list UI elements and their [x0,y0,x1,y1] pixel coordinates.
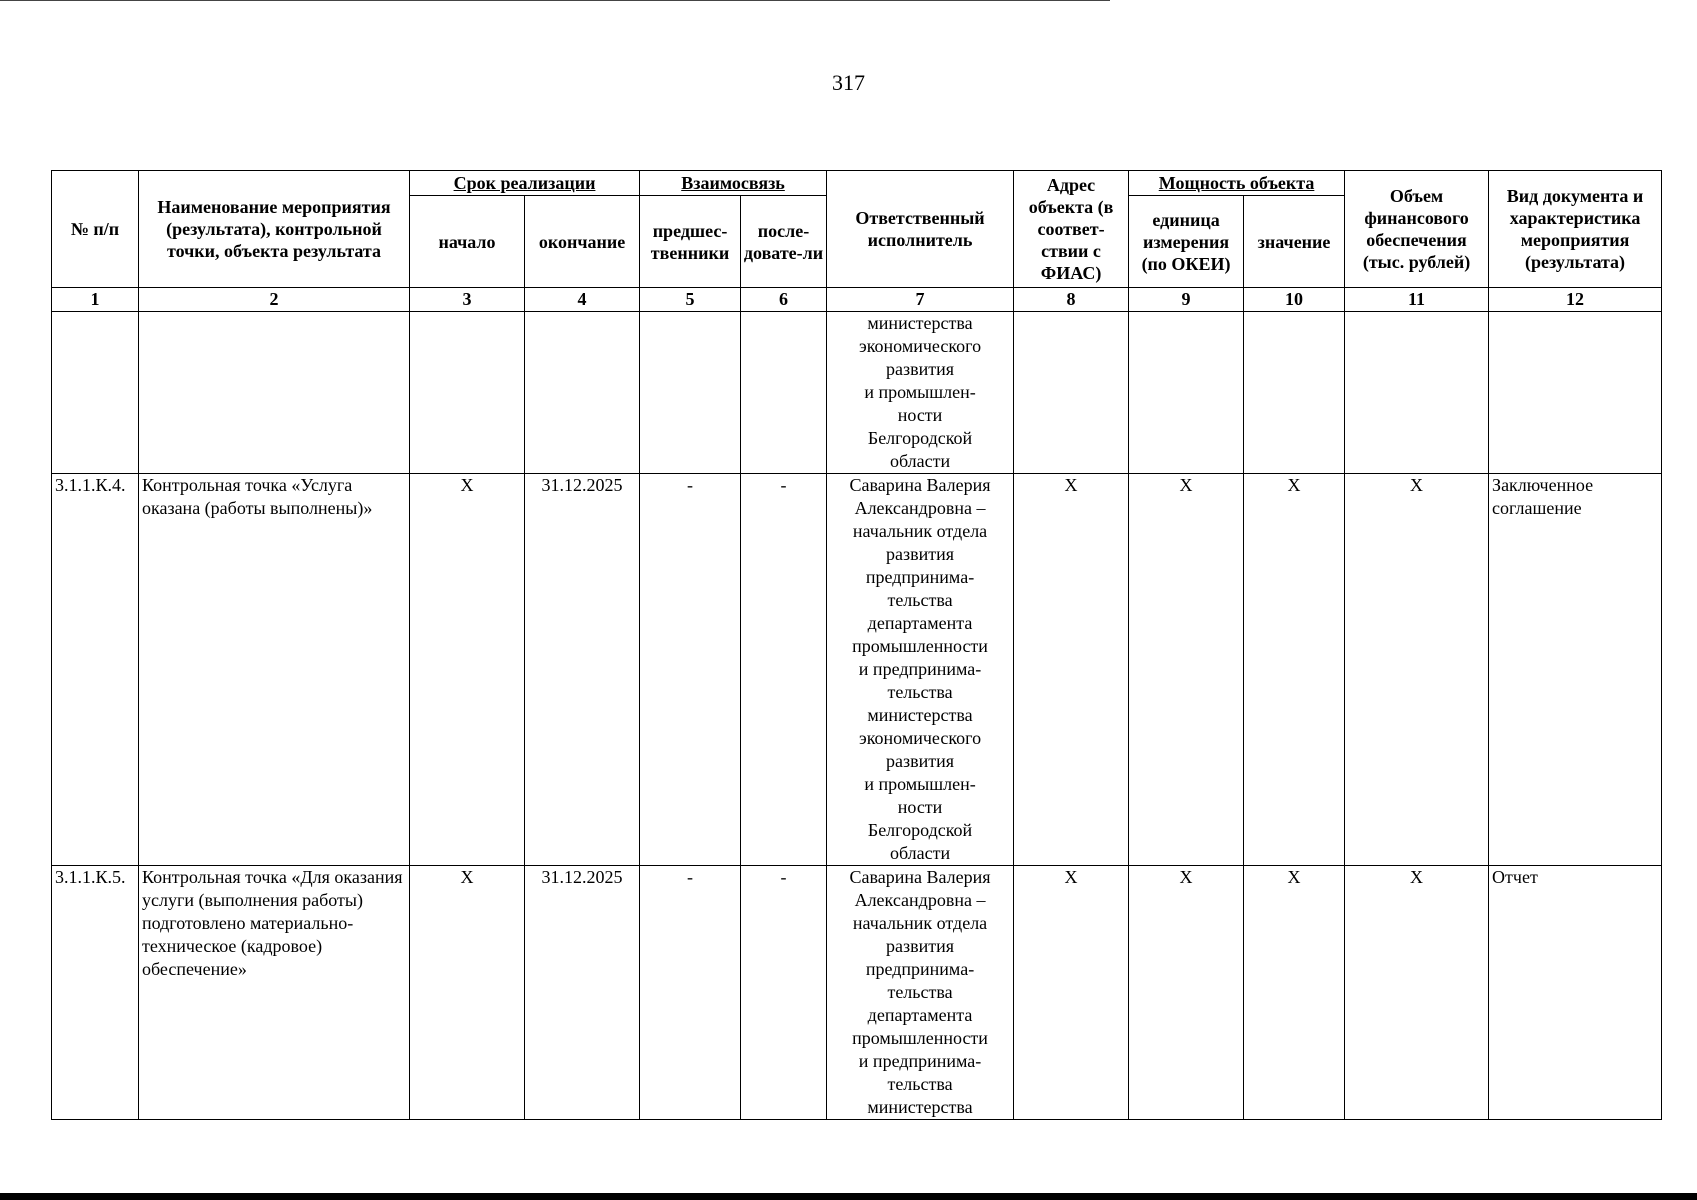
row-responsible [827,312,1014,474]
header-start: начало [410,196,525,288]
responsible-line: начальник отдела [852,521,988,541]
row-value [1244,312,1345,474]
header-finance: Объем финансового обеспечения (тыс. рублей) [1345,171,1489,288]
header-period-group: Срок реализации [410,171,640,196]
responsible-line: предпринима- [865,567,975,587]
responsible-line: развития [886,936,955,956]
row-predecessors: - [640,866,741,1120]
responsible-line: ности [897,797,943,817]
responsible-line: ности [897,405,943,425]
activities-table [51,170,1662,1120]
responsible-line: и промышлен- [864,774,976,794]
row-no: 3.1.1.К.4. [52,474,139,866]
responsible-line: развития [886,359,955,379]
responsible-line: Белгородской [867,428,973,448]
responsible-line: тельства [887,982,953,1002]
row-name: Контрольная точка «Услуга оказана (работы выполнены)» [139,474,410,866]
row-name [139,312,410,474]
row-doc: Отчет [1489,866,1662,1120]
responsible-line: тельства [887,590,953,610]
responsible-line: департамента [867,613,973,633]
row-value: X [1244,866,1345,1120]
responsible-line: области [889,843,951,863]
header-end: окончание [525,196,640,288]
responsible-line: экономического [858,728,982,748]
row-start [410,312,525,474]
header-capacity-group: Мощность объекта [1129,171,1345,196]
row-successors [741,312,827,474]
responsible-line: развития [886,544,955,564]
row-name: Контрольная точка «Для оказания услуги (выполнения работы) подготовлено материально-техническое (кадровое) обеспечение» [139,866,410,1120]
row-finance: X [1345,474,1489,866]
row-address: X [1014,866,1129,1120]
row-predecessors [640,312,741,474]
responsible-line: и предпринима- [858,659,982,679]
responsible-line: тельства [887,682,953,702]
row-predecessors: - [640,474,741,866]
responsible-line: и промышлен- [864,382,976,402]
column-number: 8 [1014,288,1129,312]
column-number: 10 [1244,288,1345,312]
header-name: Наименование мероприятия (результата), контрольной точки, объекта результата [139,171,410,288]
column-number: 3 [410,288,525,312]
row-unit: X [1129,474,1244,866]
row-end: 31.12.2025 [525,474,640,866]
responsible-line: промышленности [852,1028,988,1048]
column-number: 9 [1129,288,1244,312]
column-number: 5 [640,288,741,312]
column-number-row [52,288,1662,312]
header-doc: Вид документа и характеристика мероприятия (результата) [1489,171,1662,288]
row-successors: - [741,866,827,1120]
row-finance: X [1345,866,1489,1120]
column-number: 6 [741,288,827,312]
row-finance [1345,312,1489,474]
responsible-line: Саварина Валерия [849,475,991,495]
row-unit: X [1129,866,1244,1120]
row-address [1014,312,1129,474]
row-responsible [827,474,1014,866]
row-no: 3.1.1.К.5. [52,866,139,1120]
row-end: 31.12.2025 [525,866,640,1120]
responsible-line: и предпринима- [858,1051,982,1071]
column-number: 12 [1489,288,1662,312]
responsible-line: министерства [867,705,973,725]
responsible-line: Александровна – [854,890,986,910]
column-number: 7 [827,288,1014,312]
row-unit [1129,312,1244,474]
row-start: X [410,474,525,866]
row-doc [1489,312,1662,474]
responsible-line: области [889,451,951,471]
responsible-line: министерства [867,313,973,333]
row-end [525,312,640,474]
row-address: X [1014,474,1129,866]
column-number: 4 [525,288,640,312]
responsible-line: развития [886,751,955,771]
top-border-line [0,0,1110,1]
row-successors: - [741,474,827,866]
row-no [52,312,139,474]
header-no: № п/п [52,171,139,288]
page-number: 317 [832,70,865,95]
responsible-line: предпринима- [865,959,975,979]
header-responsible: Ответственный исполнитель [827,171,1014,288]
responsible-line: экономического [858,336,982,356]
column-number: 1 [52,288,139,312]
responsible-line: министерства [867,1097,973,1117]
header-address: Адрес объекта (в соответ-ствии с ФИАС) [1014,171,1129,288]
row-start: X [410,866,525,1120]
responsible-line: Саварина Валерия [849,867,991,887]
table-row [52,474,1662,866]
bottom-scan-border [0,1193,1697,1200]
responsible-line: департамента [867,1005,973,1025]
row-doc: Заключенное соглашение [1489,474,1662,866]
header-link-group: Взаимосвязь [640,171,827,196]
header-successors: после-довате-ли [741,196,827,288]
table-row [52,866,1662,1120]
responsible-line: промышленности [852,636,988,656]
row-value: X [1244,474,1345,866]
responsible-line: тельства [887,1074,953,1094]
header-predecessors: предшес-твенники [640,196,741,288]
header-unit: единица измерения (по ОКЕИ) [1129,196,1244,288]
responsible-line: начальник отдела [852,913,988,933]
responsible-line: Александровна – [854,498,986,518]
column-number: 2 [139,288,410,312]
responsible-line: Белгородской [867,820,973,840]
column-number: 11 [1345,288,1489,312]
header-value: значение [1244,196,1345,288]
table-row [52,312,1662,474]
row-responsible [827,866,1014,1120]
